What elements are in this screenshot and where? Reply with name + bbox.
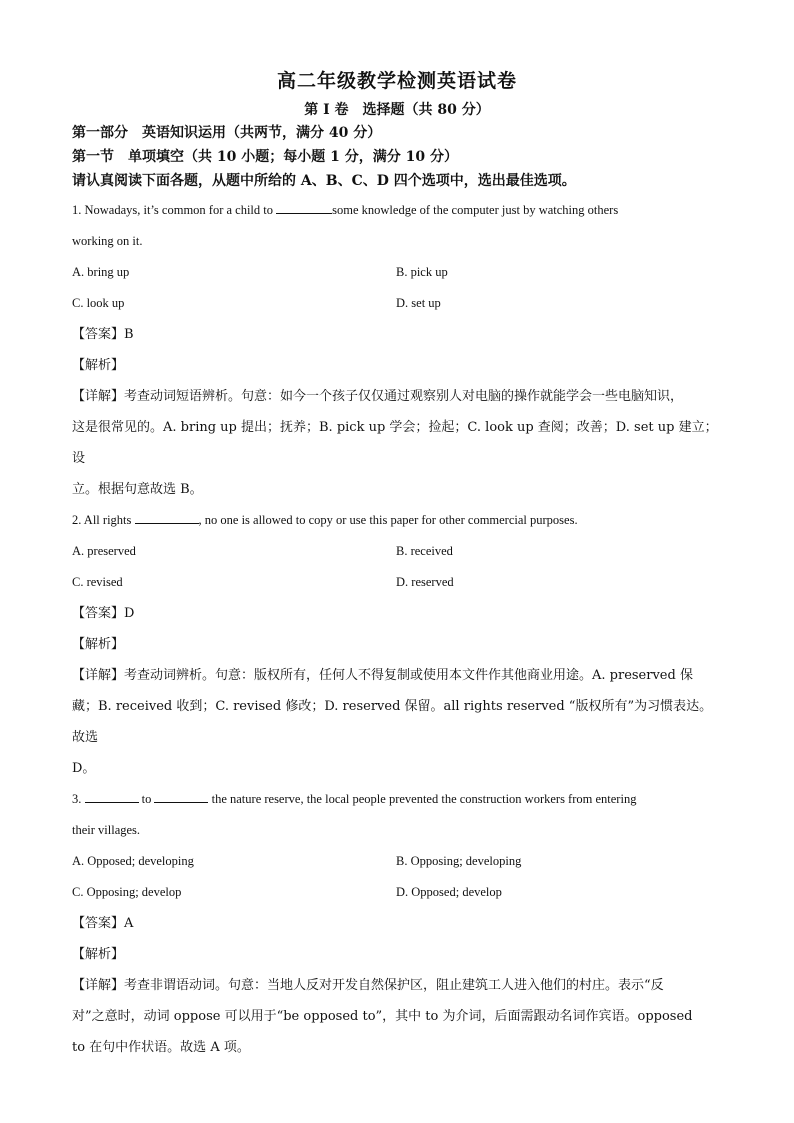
option-a: A. Opposed; developing bbox=[72, 854, 194, 868]
detail-text: 【详解】考查非谓语动词。句意：当地人反对开发自然保护区，阻止建筑工人进入他们的村庄。表示“反 bbox=[72, 978, 664, 993]
exam-title: 高二年级教学检测英语试卷 bbox=[276, 70, 517, 92]
question-stem-cont: their villages. bbox=[72, 823, 141, 837]
answer-blank bbox=[276, 201, 332, 214]
question-stem bbox=[72, 505, 722, 536]
options-row bbox=[72, 536, 722, 567]
options-row bbox=[72, 288, 722, 319]
stem-text: 2. All rights bbox=[72, 513, 135, 527]
option-a: A. preserved bbox=[72, 544, 136, 558]
question-stem-cont: working on it. bbox=[72, 234, 143, 248]
detail-text: 【详解】考查动词辨析。句意：版权所有，任何人不得复制或使用本文件作其他商业用途。A. preserved 保 bbox=[72, 668, 693, 683]
analysis-label: 【解析】 bbox=[72, 947, 125, 962]
option-d: D. set up bbox=[396, 296, 441, 310]
detail-text: 立。根据句意故选 B。 bbox=[72, 482, 203, 497]
section-heading: 第一节 单项填空（共 10 小题；每小题 1 分，满分 10 分） bbox=[72, 149, 458, 165]
question-stem bbox=[72, 784, 722, 815]
volume-heading: 第 I 卷 选择题（共 80 分） bbox=[304, 102, 490, 118]
question-3 bbox=[72, 784, 722, 1063]
answer-label: 【答案】B bbox=[72, 327, 134, 342]
option-c: C. look up bbox=[72, 296, 125, 310]
answer-blank bbox=[85, 790, 139, 803]
option-b: B. pick up bbox=[396, 265, 448, 279]
stem-text: 1. Nowadays, it’s common for a child to bbox=[72, 203, 277, 217]
detail-text: to 在句中作状语。故选 A 项。 bbox=[72, 1040, 250, 1055]
analysis-label: 【解析】 bbox=[72, 637, 125, 652]
options-row bbox=[72, 877, 722, 908]
stem-text: some knowledge of the computer just by watching others bbox=[332, 203, 619, 217]
stem-text: to bbox=[138, 792, 155, 806]
stem-text: 3. bbox=[72, 792, 85, 806]
analysis-label: 【解析】 bbox=[72, 358, 125, 373]
stem-text: the nature reserve, the local people prevented the construction workers from entering bbox=[208, 792, 637, 806]
stem-text: , no one is allowed to copy or use this paper for other commercial purposes. bbox=[198, 513, 578, 527]
options-row bbox=[72, 846, 722, 877]
question-stem bbox=[72, 195, 722, 226]
instruction: 请认真阅读下面各题，从题中所给的 A、B、C、D 四个选项中，选出最佳选项。 bbox=[72, 173, 576, 189]
option-c: C. revised bbox=[72, 575, 123, 589]
answer-label: 【答案】A bbox=[72, 916, 134, 931]
detail-text: 藏；B. received 收到；C. revised 修改；D. reserved 保留。all rights reserved “版权所有”为习惯表达。故选 bbox=[72, 699, 713, 745]
option-b: B. Opposing; developing bbox=[396, 854, 522, 868]
detail-text: 【详解】考查动词短语辨析。句意：如今一个孩子仅仅通过观察别人对电脑的操作就能学会一些电脑知识， bbox=[72, 389, 684, 404]
detail-text: 对”之意时，动词 oppose 可以用于“be opposed to”，其中 to 为介词，后面需跟动名词作宾语。opposed bbox=[72, 1009, 693, 1024]
options-row bbox=[72, 567, 722, 598]
option-c: C. Opposing; develop bbox=[72, 885, 182, 899]
answer-blank bbox=[154, 790, 208, 803]
option-d: D. reserved bbox=[396, 575, 454, 589]
option-b: B. received bbox=[396, 544, 453, 558]
part-heading: 第一部分 英语知识运用（共两节，满分 40 分） bbox=[72, 125, 382, 141]
question-1 bbox=[72, 195, 722, 505]
answer-blank bbox=[135, 511, 199, 524]
exam-page bbox=[72, 66, 722, 1063]
question-2 bbox=[72, 505, 722, 784]
detail-text: 这是很常见的。A. bring up 提出；抚养；B. pick up 学会；捡起；C. look up 查阅；改善；D. set up 建立；设 bbox=[72, 420, 718, 466]
option-a: A. bring up bbox=[72, 265, 130, 279]
option-d: D. Opposed; develop bbox=[396, 885, 502, 899]
options-row bbox=[72, 257, 722, 288]
detail-text: D。 bbox=[72, 761, 96, 776]
answer-label: 【答案】D bbox=[72, 606, 135, 621]
